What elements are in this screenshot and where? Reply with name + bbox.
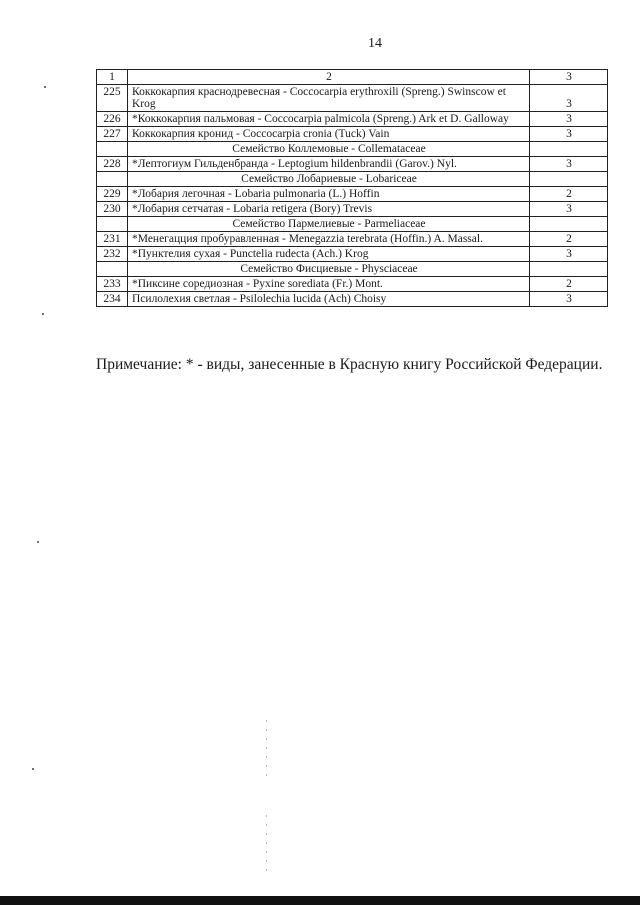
header-cell-number: 1 [97, 70, 128, 85]
species-number: 226 [97, 112, 128, 127]
species-name: *Менегацция пробуравленная - Menegazzia terebrata (Hoffin.) A. Massal. [128, 232, 530, 247]
species-row [97, 232, 608, 247]
species-number: 228 [97, 157, 128, 172]
species-category: 3 [530, 247, 608, 262]
species-row [97, 292, 608, 307]
species-number: 233 [97, 277, 128, 292]
family-name: Семейство Лобариевые - Lobariceae [128, 172, 530, 187]
family-empty-cell [530, 142, 608, 157]
family-empty-cell [530, 172, 608, 187]
species-category: 3 [530, 157, 608, 172]
species-row [97, 247, 608, 262]
family-row [97, 262, 608, 277]
species-category: 3 [530, 85, 608, 112]
scan-speck [32, 768, 34, 770]
table-header-row [97, 70, 608, 85]
species-name: Коккокарпия краснодревесная - Coccocarpia erythroxili (Spreng.) Swinscow et Krog [128, 85, 530, 112]
species-category: 3 [530, 202, 608, 217]
species-number: 234 [97, 292, 128, 307]
species-category: 3 [530, 292, 608, 307]
species-category: 3 [530, 127, 608, 142]
family-empty-cell [530, 217, 608, 232]
family-name: Семейство Коллемовые - Collemataceae [128, 142, 530, 157]
species-name: *Пунктелия сухая - Punctelia rudecta (Ach.) Krog [128, 247, 530, 262]
family-empty-cell [530, 262, 608, 277]
species-row [97, 202, 608, 217]
scan-bottom-edge [0, 896, 640, 905]
species-row [97, 127, 608, 142]
species-name: Коккокарпия кронид - Coccocarpia cronia (Tuck) Vain [128, 127, 530, 142]
species-category: 3 [530, 112, 608, 127]
species-row [97, 157, 608, 172]
species-number: 229 [97, 187, 128, 202]
species-row [97, 112, 608, 127]
family-empty-cell [97, 142, 128, 157]
species-category: 2 [530, 187, 608, 202]
family-name: Семейство Фисциевые - Physciaceae [128, 262, 530, 277]
species-name: *Коккокарпия пальмовая - Coccocarpia palmicola (Spreng.) Ark et D. Galloway [128, 112, 530, 127]
species-name: *Лептогиум Гильденбранда - Leptogium hildenbrandii (Garov.) Nyl. [128, 157, 530, 172]
species-name: *Лобария сетчатая - Lobaria retigera (Bory) Trevis [128, 202, 530, 217]
species-row [97, 277, 608, 292]
species-name: Псилолехия светлая - Psilolechia lucida (Ach) Choisy [128, 292, 530, 307]
species-table-body [97, 70, 608, 307]
footnote: Примечание: * - виды, занесенные в Красную книгу Российской Федерации. [96, 356, 603, 373]
species-row [97, 187, 608, 202]
species-category: 2 [530, 277, 608, 292]
family-row [97, 172, 608, 187]
species-table [96, 69, 608, 307]
species-number: 230 [97, 202, 128, 217]
scan-speck [44, 86, 46, 88]
scan-fold-line [266, 720, 267, 780]
family-name: Семейство Пармелиевые - Parmeliaceae [128, 217, 530, 232]
family-row [97, 217, 608, 232]
header-cell-category: 3 [530, 70, 608, 85]
species-number: 231 [97, 232, 128, 247]
species-number: 227 [97, 127, 128, 142]
family-empty-cell [97, 262, 128, 277]
scan-speck [42, 313, 44, 315]
scan-fold-line [266, 815, 267, 875]
family-empty-cell [97, 172, 128, 187]
family-empty-cell [97, 217, 128, 232]
species-category: 2 [530, 232, 608, 247]
species-number: 225 [97, 85, 128, 112]
species-number: 232 [97, 247, 128, 262]
scan-speck [37, 541, 39, 543]
page-number: 14 [368, 36, 382, 51]
header-cell-name: 2 [128, 70, 530, 85]
family-row [97, 142, 608, 157]
species-name: *Лобария легочная - Lobaria pulmonaria (L.) Hoffin [128, 187, 530, 202]
species-row [97, 85, 608, 112]
species-name: *Пиксине соредиозная - Pyxine sorediata (Fr.) Mont. [128, 277, 530, 292]
